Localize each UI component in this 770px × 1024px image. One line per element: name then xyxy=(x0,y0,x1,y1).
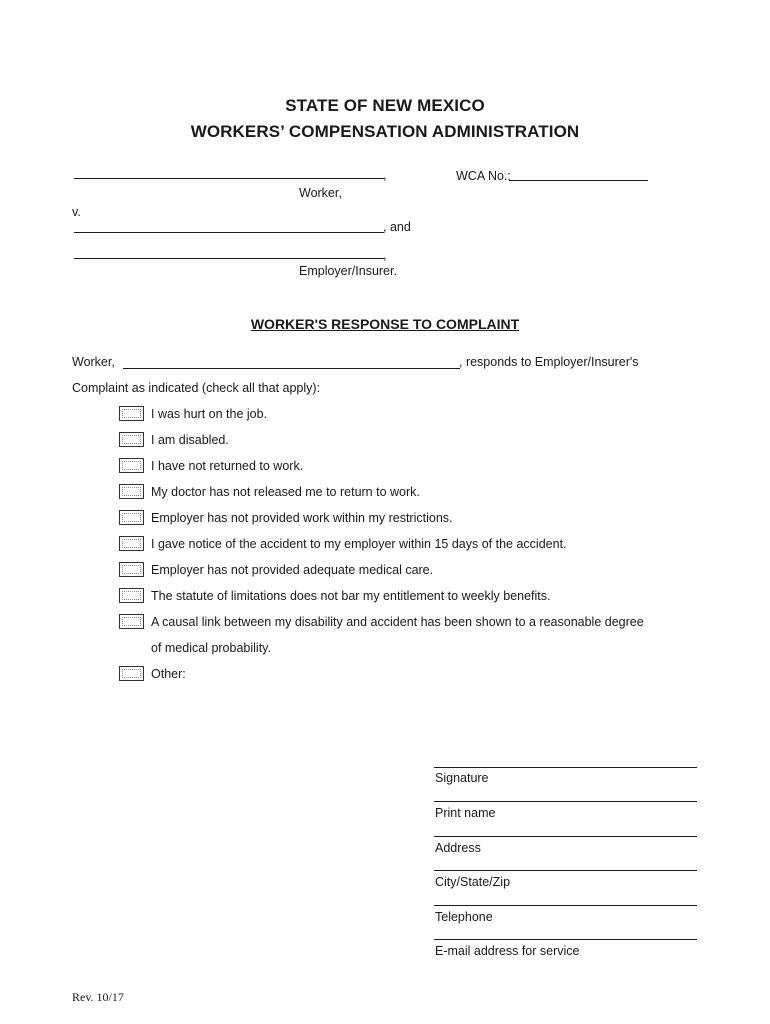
checkbox-label-doctor-not-released: My doctor has not released me to return to work. xyxy=(151,485,420,499)
checkbox-causal-link[interactable] xyxy=(119,614,144,629)
insurer-name-line[interactable] xyxy=(74,258,384,259)
checkbox-label-no-work-within-restrictions: Employer has not provided work within my restrictions. xyxy=(151,511,453,525)
address-line[interactable] xyxy=(434,836,697,837)
checkbox-gave-notice[interactable] xyxy=(119,536,144,551)
checkbox-label-other: Other: xyxy=(151,667,186,681)
address-label: Address xyxy=(435,841,481,855)
and-label: , and xyxy=(383,220,411,234)
telephone-label: Telephone xyxy=(435,910,493,924)
checkbox-not-returned[interactable] xyxy=(119,458,144,473)
checkbox-no-medical-care[interactable] xyxy=(119,562,144,577)
employer-name-line[interactable] xyxy=(74,232,384,233)
checkbox-no-work-within-restrictions[interactable] xyxy=(119,510,144,525)
page-title-line2: WORKERS’ COMPENSATION ADMINISTRATION xyxy=(190,122,580,141)
checkbox-label-not-returned: I have not returned to work. xyxy=(151,459,304,473)
print-name-label: Print name xyxy=(435,806,496,820)
checkbox-label-hurt-on-job: I was hurt on the job. xyxy=(151,407,268,421)
wca-number-line[interactable] xyxy=(509,180,648,181)
worker-response-name-line[interactable] xyxy=(123,368,460,369)
checkbox-label-causal-link-continued: of medical probability. xyxy=(151,641,271,655)
signature-line[interactable] xyxy=(434,767,697,768)
worker-label: Worker, xyxy=(299,186,342,200)
employer-insurer-label: Employer/Insurer. xyxy=(299,264,397,278)
checkbox-label-no-medical-care: Employer has not provided adequate medical care. xyxy=(151,563,434,577)
versus-label: v. xyxy=(72,205,81,219)
email-label: E-mail address for service xyxy=(435,944,580,958)
telephone-line[interactable] xyxy=(434,905,697,906)
city-state-zip-line[interactable] xyxy=(434,870,697,871)
worker-response-prefix: Worker, xyxy=(72,355,115,369)
print-name-line[interactable] xyxy=(434,801,697,802)
checkbox-label-disabled: I am disabled. xyxy=(151,433,229,447)
city-state-zip-label: City/State/Zip xyxy=(435,875,511,889)
checklist-intro: Complaint as indicated (check all that apply): xyxy=(72,381,321,395)
checkbox-disabled[interactable] xyxy=(119,432,144,447)
section-heading: WORKER'S RESPONSE TO COMPLAINT xyxy=(250,316,520,332)
checkbox-other[interactable] xyxy=(119,666,144,681)
revision-label: Rev. 10/17 xyxy=(72,990,124,1004)
email-line[interactable] xyxy=(434,939,697,940)
insurer-line-comma: , xyxy=(383,248,387,262)
checkbox-hurt-on-job[interactable] xyxy=(119,406,144,421)
checkbox-label-causal-link: A causal link between my disability and accident has been shown to a reasonable degree xyxy=(151,615,644,629)
checkbox-doctor-not-released[interactable] xyxy=(119,484,144,499)
checkbox-label-gave-notice: I gave notice of the accident to my employer within 15 days of the accident. xyxy=(151,537,567,551)
wca-number-label: WCA No.: xyxy=(456,169,511,183)
worker-response-suffix: , responds to Employer/Insurer's xyxy=(459,355,639,369)
worker-line-comma: , xyxy=(383,168,387,182)
worker-name-line[interactable] xyxy=(74,178,384,179)
signature-label: Signature xyxy=(435,771,489,785)
page-title-line1: STATE OF NEW MEXICO xyxy=(285,96,485,115)
checkbox-label-statute-of-limitations: The statute of limitations does not bar my entitlement to weekly benefits. xyxy=(151,589,551,603)
checkbox-statute-of-limitations[interactable] xyxy=(119,588,144,603)
